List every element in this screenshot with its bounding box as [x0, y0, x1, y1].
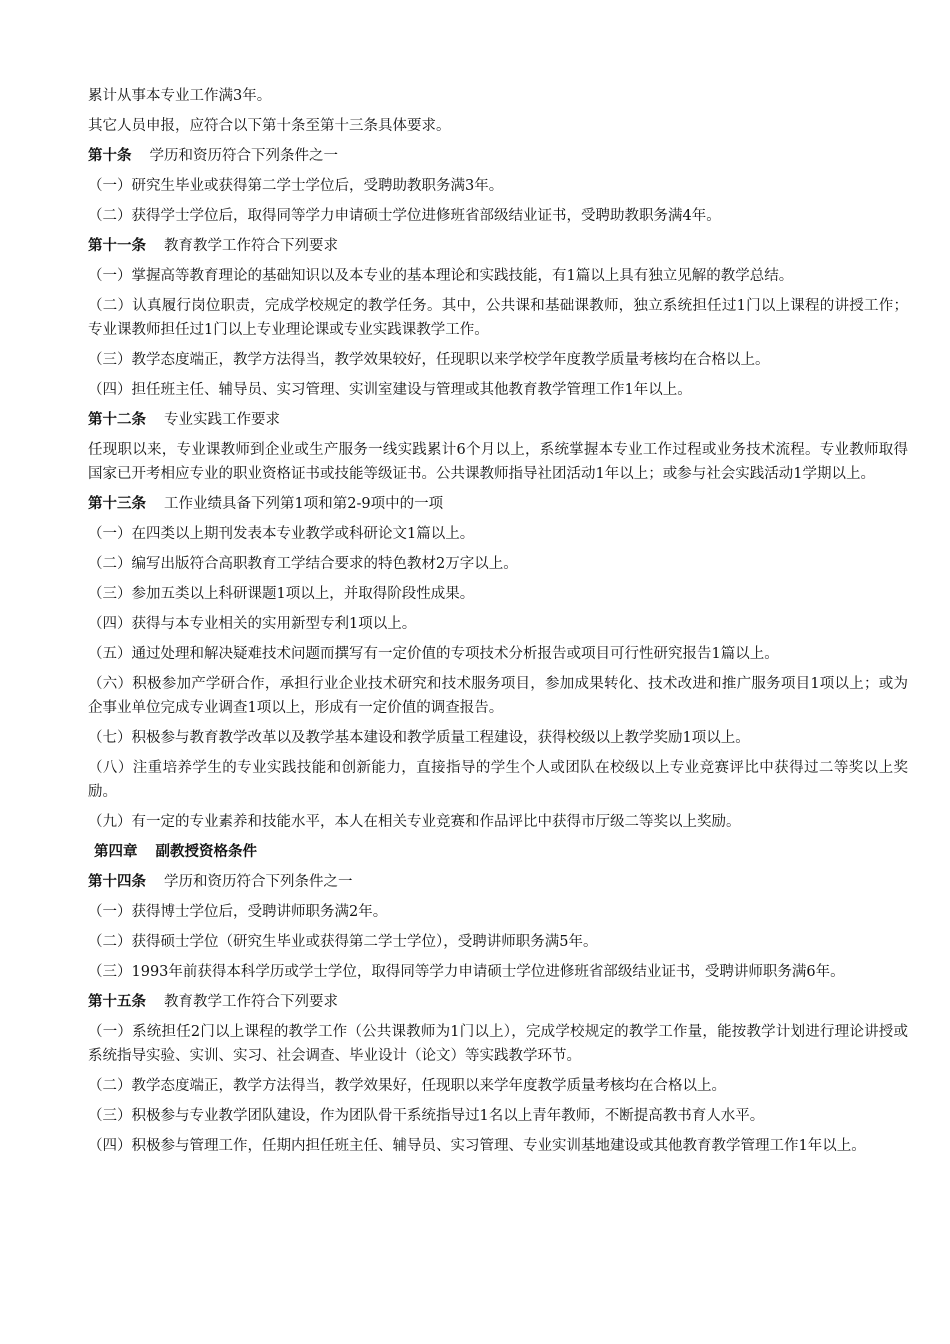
article-title: 学历和资历符合下列条件之一	[149, 148, 338, 164]
article-label: 第十条	[88, 148, 132, 164]
clause-item: （五）通过处理和解决疑难技术问题而撰写有一定价值的专项技术分析报告或项目可行性研究报告1篇以上。	[88, 646, 779, 662]
document-page	[88, 84, 908, 1164]
clause-item: （三）1993年前获得本科学历或学士学位，取得同等学力申请硕士学位进修班省部级结业证书，受聘讲师职务满6年。	[88, 964, 845, 980]
article-label: 第十三条	[88, 496, 146, 512]
article-title: 学历和资历符合下列条件之一	[164, 874, 353, 890]
paragraph: 任现职以来，专业课教师到企业或生产服务一线实践累计6个月以上，系统掌握本专业工作过程或业务技术流程。专业教师取得国家已开考相应专业的职业资格证书或技能等级证书。公共课教师指导社团活动1年以上；或参与社会实践活动1学期以上。	[88, 442, 908, 482]
article-title: 工作业绩具备下列第1项和第2-9项中的一项	[164, 496, 444, 512]
chapter-4-heading	[94, 840, 908, 864]
clause-item: （一）研究生毕业或获得第二学士学位后，受聘助教职务满3年。	[88, 178, 504, 194]
chapter-label: 第四章	[94, 844, 138, 860]
article-label: 第十五条	[88, 994, 146, 1010]
clause-item: （九）有一定的专业素养和技能水平，本人在相关专业竞赛和作品评比中获得市厅级二等奖以上奖励。	[88, 814, 741, 830]
article-label: 第十二条	[88, 412, 146, 428]
clause-item: （八）注重培养学生的专业实践技能和创新能力，直接指导的学生个人或团队在校级以上专业竞赛评比中获得过二等奖以上奖励。	[88, 760, 908, 800]
article-title: 教育教学工作符合下列要求	[164, 994, 338, 1010]
clause-item: （三）积极参与专业教学团队建设，作为团队骨干系统指导过1名以上青年教师，不断提高教书育人水平。	[88, 1108, 765, 1124]
article-15-heading	[88, 990, 908, 1014]
clause-item: （四）积极参与管理工作，任期内担任班主任、辅导员、实习管理、专业实训基地建设或其他教育教学管理工作1年以上。	[88, 1138, 866, 1154]
article-title: 教育教学工作符合下列要求	[164, 238, 338, 254]
clause-item: （二）认真履行岗位职责，完成学校规定的教学任务。其中，公共课和基础课教师，独立系统担任过1门以上课程的讲授工作；专业课教师担任过1门以上专业理论课或专业实践课教学工作。	[88, 298, 908, 338]
article-11-heading	[88, 234, 908, 258]
clause-item: （一）获得博士学位后，受聘讲师职务满2年。	[88, 904, 388, 920]
clause-item: （四）获得与本专业相关的实用新型专利1项以上。	[88, 616, 417, 632]
clause-item: （二）编写出版符合高职教育工学结合要求的特色教材2万字以上。	[88, 556, 518, 572]
article-12-heading	[88, 408, 908, 432]
clause-item: （一）在四类以上期刊发表本专业教学或科研论文1篇以上。	[88, 526, 475, 542]
clause-item: （一）掌握高等教育理论的基础知识以及本专业的基本理论和实践技能，有1篇以上具有独立见解的教学总结。	[88, 268, 794, 284]
article-label: 第十一条	[88, 238, 146, 254]
article-14-heading	[88, 870, 908, 894]
clause-item: （一）系统担任2门以上课程的教学工作（公共课教师为1门以上），完成学校规定的教学工作量，能按教学计划进行理论讲授或系统指导实验、实训、实习、社会调查、毕业设计（论文）等实践教学环节。	[88, 1024, 908, 1064]
clause-item: （三）参加五类以上科研课题1项以上，并取得阶段性成果。	[88, 586, 475, 602]
article-label: 第十四条	[88, 874, 146, 890]
clause-item: （二）获得学士学位后，取得同等学力申请硕士学位进修班省部级结业证书，受聘助教职务满4年。	[88, 208, 721, 224]
clause-item: （二）教学态度端正，教学方法得当，教学效果好，任现职以来学年度教学质量考核均在合格以上。	[88, 1078, 726, 1094]
clause-item: （三）教学态度端正，教学方法得当，教学效果较好，任现职以来学校学年度教学质量考核均在合格以上。	[88, 352, 770, 368]
paragraph: 其它人员申报，应符合以下第十条至第十三条具体要求。	[88, 118, 451, 134]
article-10-heading	[88, 144, 908, 168]
chapter-title: 副教授资格条件	[155, 844, 257, 860]
article-title: 专业实践工作要求	[164, 412, 280, 428]
clause-item: （六）积极参加产学研合作，承担行业企业技术研究和技术服务项目，参加成果转化、技术改进和推广服务项目1项以上；或为企事业单位完成专业调查1项以上，形成有一定价值的调查报告。	[88, 676, 908, 716]
clause-item: （二）获得硕士学位（研究生毕业或获得第二学士学位），受聘讲师职务满5年。	[88, 934, 598, 950]
clause-item: （四）担任班主任、辅导员、实习管理、实训室建设与管理或其他教育教学管理工作1年以上。	[88, 382, 692, 398]
paragraph: 累计从事本专业工作满3年。	[88, 88, 272, 104]
article-13-heading	[88, 492, 908, 516]
clause-item: （七）积极参与教育教学改革以及教学基本建设和教学质量工程建设，获得校级以上教学奖励1项以上。	[88, 730, 750, 746]
